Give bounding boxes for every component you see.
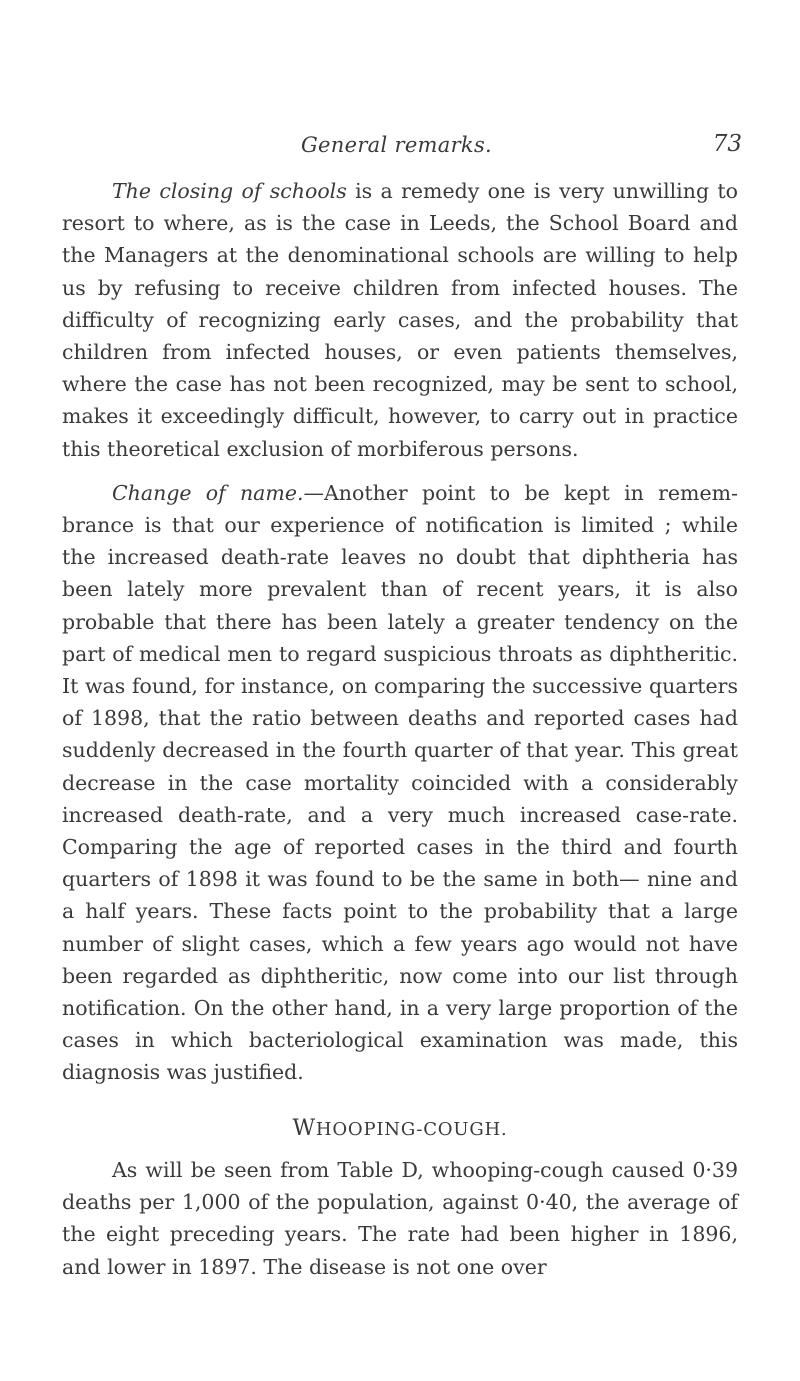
paragraph-lead: The closing of schools [112,179,347,203]
running-title: General remarks. [300,133,492,157]
section-heading-rest: HOOPING-COUGH. [315,1118,508,1140]
paragraph-closing-of-schools [62,175,738,465]
paragraph-lead: Change of name. [112,480,304,505]
paragraph-text: is a remedy one is very unwilling to resort to where, as is the case in Leeds, the School Board and the Managers at the denominational schools are willing to help us by refusing to receive children from infected houses. The difficulty of recognizing early cases, and the probability that children from infected houses, or even patients themselves, where the case has not been recognized, may be sent to school, makes it exceedingly difficult, however, to carry out in practice this theoretical exclusion of morbiferous persons. [62,179,738,461]
paragraph-change-of-name [62,477,738,1089]
page-number: 73 [712,131,742,157]
paragraph-whooping-cough: As will be seen from Table D, whooping-cough caused 0·39 deaths per 1,000 of the population, against 0·40, the average of the eight preceding years. The rate had been higher in 1896, and lower in 1897. The disease is not one over [62,1157,738,1279]
section-heading-initial: W [292,1115,316,1141]
running-head [0,131,800,167]
body-text [62,175,738,1283]
section-heading-whooping-cough [62,1113,738,1146]
paragraph-text: —Another point to be kept in remembrance is that our experience of notification is limited ; while the increased death-rate leaves no doubt that diphtheria has been lately more prevalent than of recent years, it is also probable that there has been lately a greater tendency on the part of medical men to regard suspicious throats as diphtheritic. It was found, for instance, on comparing the successive quarters of 1898, that the ratio between deaths and reported cases had suddenly decreased in the fourth quarter of that year. This great decrease in the case mortality coincided with a considerably increased death-rate, and a very much increased case-rate. Comparing the age of reported cases in the third and fourth quarters of 1898 it was found to be the same in both— nine and a half years. These facts point to the probability that a large number of slight cases, which a few years ago would not have been regarded as diphtheritic, now come into our list through notification. On the other hand, in a very large proportion of the cases in which bacteriological examination was made, this diagnosis was justified. [62,480,739,1085]
